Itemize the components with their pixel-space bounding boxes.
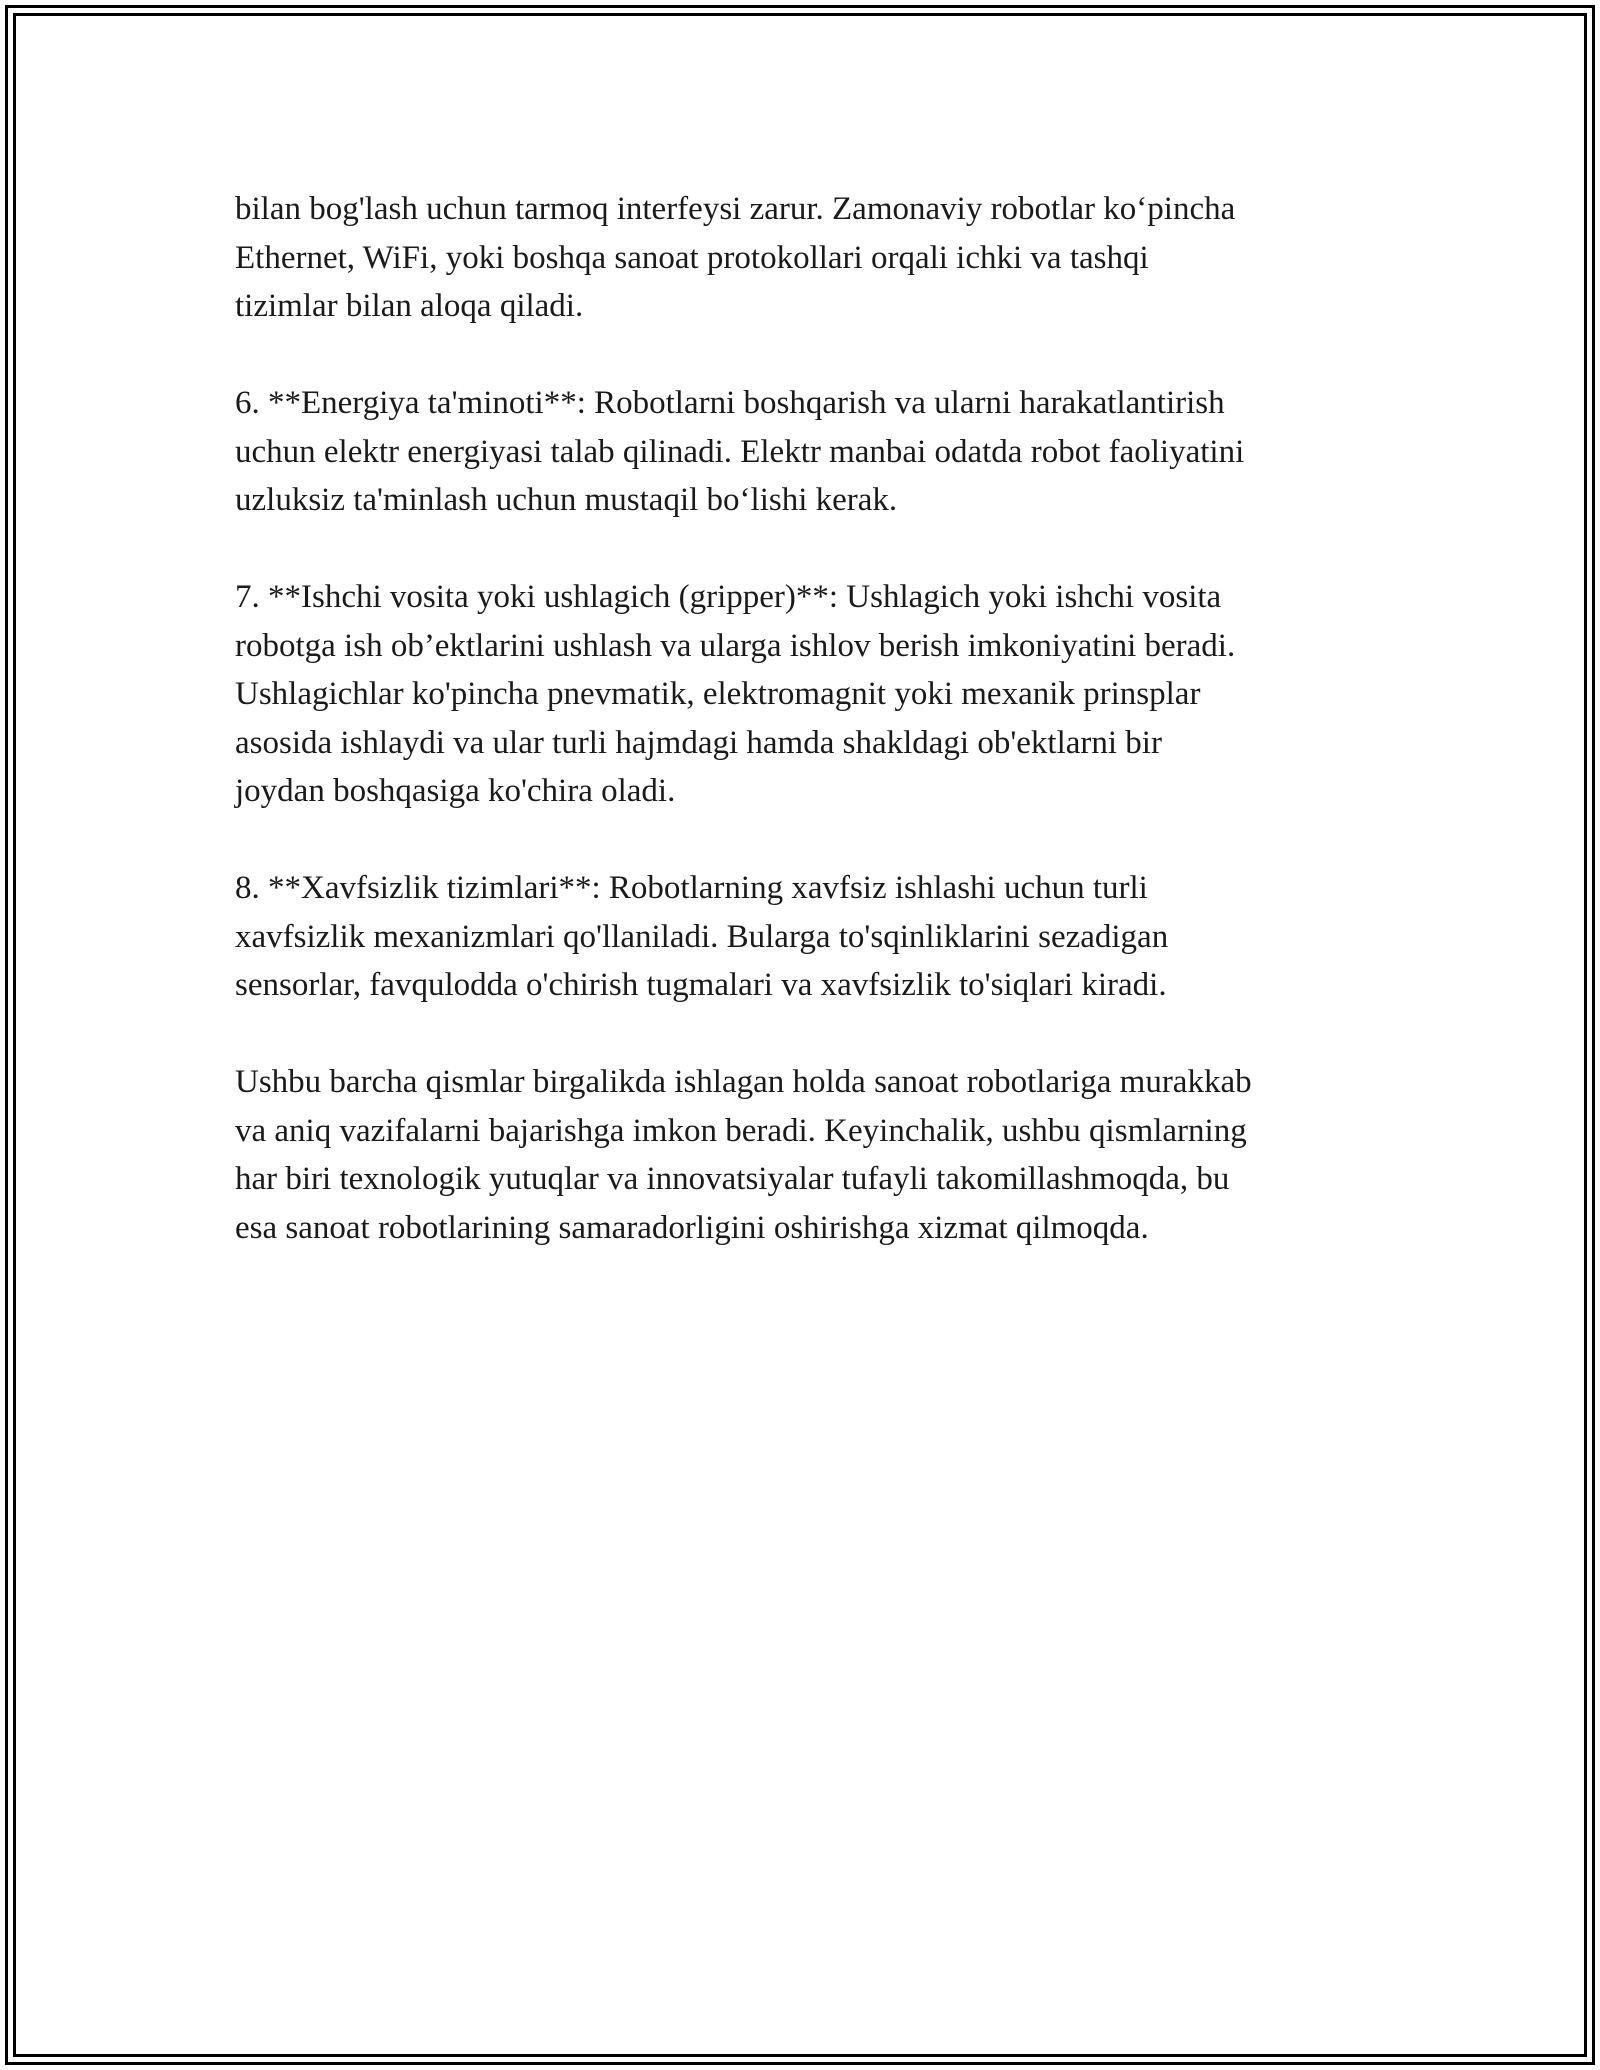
paragraph-energy-supply [235,379,1385,525]
text-line: uzluksiz ta'minlash uchun mustaqil bo‘lishi kerak. [235,482,898,518]
text-line: Ushlagichlar ko'pincha pnevmatik, elektromagnit yoki mexanik prinsplar [235,676,1201,712]
document-body [235,185,1385,1301]
paragraph-conclusion [235,1058,1385,1252]
text-line: bilan bog'lash uchun tarmoq interfeysi zarur. Zamonaviy robotlar ko‘pincha [235,191,1236,227]
paragraph-gripper [235,573,1385,816]
text-line: va aniq vazifalarni bajarishga imkon beradi. Keyinchalik, ushbu qismlarning [235,1112,1247,1149]
text-line: Ushbu barcha qismlar birgalikda ishlagan holda sanoat robotlariga murakkab [235,1064,1252,1100]
text-line: sensorlar, favqulodda o'chirish tugmalari va xavfsizlik to'siqlari kiradi. [235,967,1167,1003]
text-line: har biri texnologik yutuqlar va innovatsiyalar tufayli takomillashmoqda, bu [235,1161,1230,1197]
text-line: asosida ishlaydi va ular turli hajmdagi hamda shakldagi ob'ektlarni bir [235,724,1162,761]
paragraph-network-interface [235,185,1385,331]
text-line: 6. **Energiya ta'minoti**: Robotlarni boshqarish va ularni harakatlantirish [235,385,1225,421]
text-line: xavfsizlik mexanizmlari qo'llaniladi. Bularga to'sqinliklarini sezadigan [235,918,1169,955]
text-line: 7. **Ishchi vosita yoki ushlagich (gripper)**: Ushlagich yoki ishchi vosita [235,579,1222,615]
text-line: uchun elektr energiyasi talab qilinadi. Elektr manbai odatda robot faoliyatini [235,433,1245,470]
text-line: tizimlar bilan aloqa qiladi. [235,288,584,324]
text-line: esa sanoat robotlarining samaradorligini oshirishga xizmat qilmoqda. [235,1209,1149,1246]
paragraph-safety-systems [235,864,1385,1010]
text-line: Ethernet, WiFi, yoki boshqa sanoat protokollari orqali ichki va tashqi [235,239,1149,276]
text-line: 8. **Xavfsizlik tizimlari**: Robotlarning xavfsiz ishlashi uchun turli [235,870,1148,906]
text-line: joydan boshqasiga ko'chira oladi. [235,773,676,809]
text-line: robotga ish ob’ektlarini ushlash va ularga ishlov berish imkoniyatini beradi. [235,627,1236,664]
